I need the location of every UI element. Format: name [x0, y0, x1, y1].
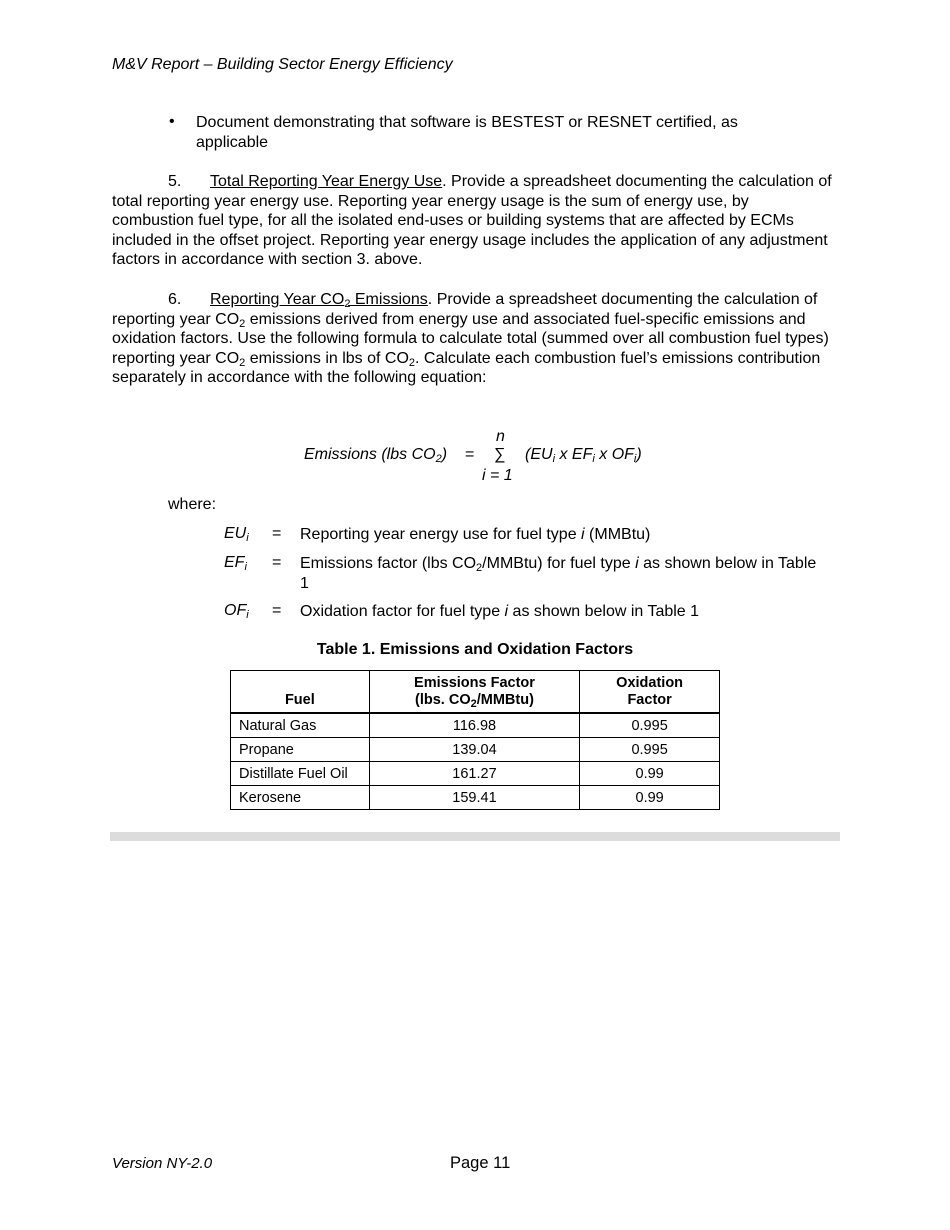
footer-page-number: Page 11 — [450, 1154, 511, 1172]
footer-version: Version NY-2.0 — [112, 1155, 213, 1172]
definition-equals: = — [272, 554, 282, 571]
definition-symbol-ef: $EF_i$ — [224, 554, 247, 573]
cell-emissions-factor: 159.41 — [369, 786, 580, 810]
cell-emissions-factor: 116.98 — [369, 713, 580, 738]
cell-fuel: Kerosene — [231, 786, 370, 810]
cell-oxidation-factor: 0.995 — [580, 713, 720, 738]
page-header: M&V Report – Building Sector Energy Efficiency — [112, 56, 453, 73]
cell-fuel: Natural Gas — [231, 713, 370, 738]
cell-fuel: Propane — [231, 738, 370, 762]
section-6-body: . Provide a spreadsheet documenting the calculation of reporting year $CO_2$ emissions derived from energy use and associated fuel-specific emissions and oxidation factors. Use the following formula to calculate total (summed over all combustion fuel types) reporting year $CO_2$ emissions in lbs of $CO_2$. Calculate each combustion fuel’s emissions contribution separately in accordance with the following equation: — [112, 291, 829, 387]
cell-oxidation-factor: 0.99 — [580, 786, 720, 810]
definition-symbol-of: $OF_i$ — [224, 602, 249, 621]
table-row — [231, 786, 720, 810]
definition-equals: = — [272, 602, 282, 619]
section-6-number: 6. — [168, 291, 182, 308]
equation-equals: = — [465, 446, 475, 463]
header-emissions-factor: Emissions Factor (lbs. $CO_2/MMBtu$) — [369, 671, 580, 714]
definition-text-eu: Reporting year energy use for fuel type i (MMBtu) — [300, 526, 651, 543]
section-5-paragraph — [112, 172, 832, 270]
where-label: where: — [168, 496, 217, 513]
header-fuel: Fuel — [231, 671, 370, 714]
table-row — [231, 762, 720, 786]
definition-text-ef: Emissions factor (lbs $CO_2/MMBtu$) for fuel type i as shown below in Table 1 — [300, 555, 817, 592]
section-5-number: 5. — [168, 173, 182, 190]
definition-symbol-eu: $EU_i$ — [224, 525, 249, 544]
definition-text-of: Oxidation factor for fuel type i as shown below in Table 1 — [300, 603, 700, 620]
bullet-marker: • — [169, 113, 175, 130]
table-title: Table 1. Emissions and Oxidation Factors — [316, 641, 634, 658]
equation-expression: ($EU_i$ x $EF_i$ x $OF_i$) — [525, 446, 642, 465]
definition-equals: = — [272, 525, 282, 542]
cell-emissions-factor: 139.04 — [369, 738, 580, 762]
section-5-heading: Total Reporting Year Energy Use — [210, 173, 443, 190]
emissions-factors-table — [230, 670, 720, 810]
cell-oxidation-factor: 0.995 — [580, 738, 720, 762]
sigma-icon: ∑ — [494, 446, 506, 463]
section-6-paragraph — [112, 290, 832, 388]
table-row — [231, 738, 720, 762]
table-row — [231, 713, 720, 738]
header-oxidation-factor: Oxidation Factor — [580, 671, 720, 714]
cell-emissions-factor: 161.27 — [369, 762, 580, 786]
section-5-body: . Provide a spreadsheet documenting the calculation of total reporting year energy use. Reporting year energy usage is the sum of energy use, by combustion fuel type, for all the isolated end-uses or building systems that are affected by ECMs included in the offset project. Reporting year energy usage includes the application of any adjustment factors in accordance with section 3. above. — [112, 173, 832, 269]
sum-upper-limit: n — [496, 428, 505, 445]
cell-fuel: Distillate Fuel Oil — [231, 762, 370, 786]
page-divider — [110, 832, 840, 841]
bullet-text: Document demonstrating that software is BESTEST or RESNET certified, as applicable — [196, 114, 738, 151]
sum-lower-limit: i = 1 — [482, 467, 513, 484]
section-6-heading: Reporting Year $CO_2$ Emissions — [210, 291, 428, 310]
cell-oxidation-factor: 0.99 — [580, 762, 720, 786]
table-header-row — [231, 671, 720, 714]
equation-label: Emissions (lbs $CO_2$) — [304, 446, 448, 465]
